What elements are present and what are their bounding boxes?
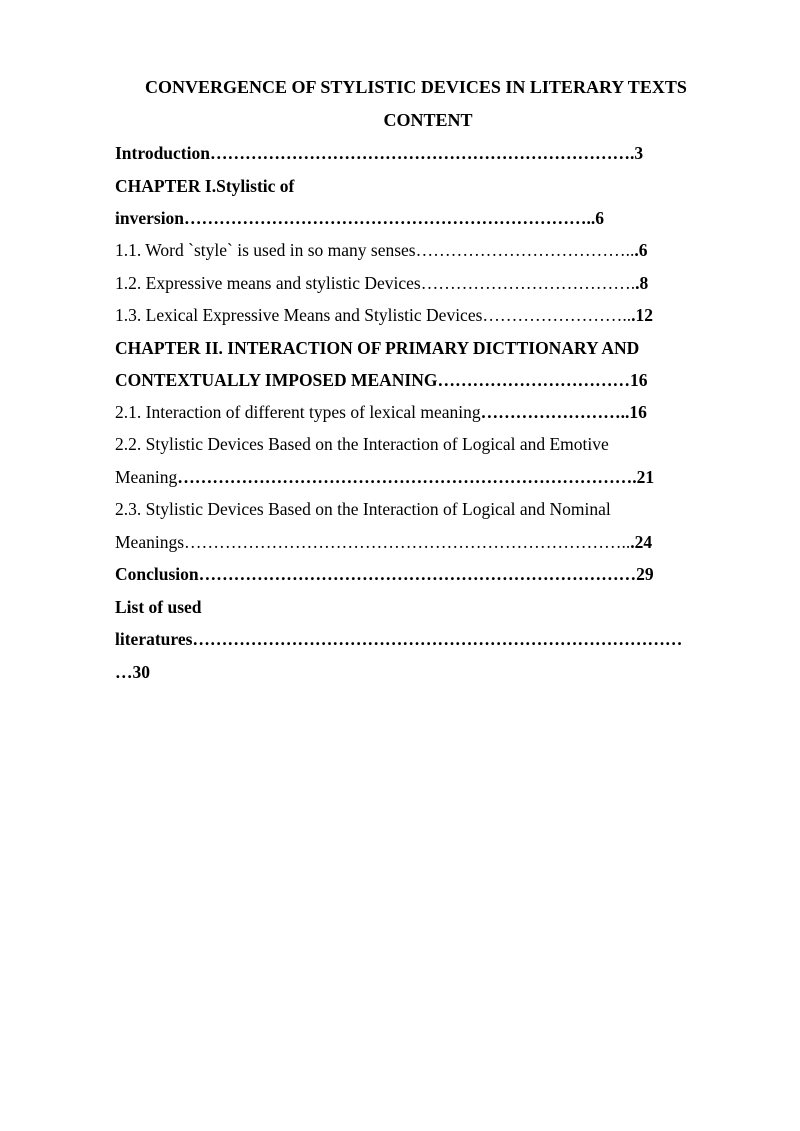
document-title: CONVERGENCE OF STYLISTIC DEVICES IN LITERARY TEXTS bbox=[145, 77, 687, 97]
toc-item-2-3-text: Meanings………………………………………………………………….. bbox=[115, 532, 631, 552]
toc-chapter1-line2: inversion……………………………………………………………..6 bbox=[115, 208, 605, 228]
toc-item-2-3-line2 bbox=[115, 531, 652, 553]
toc-conclusion: Conclusion…………………………………………………………………29 bbox=[115, 564, 654, 584]
toc-item-1-3-text: 1.3. Lexical Expressive Means and Stylistic Devices…………………….. bbox=[115, 305, 632, 325]
toc-item-1-2-text: 1.2. Expressive means and stylistic Devices………………………………. bbox=[115, 273, 636, 293]
toc-item-1-1-text: 1.1. Word `style` is used in so many senses……………………………….. bbox=[115, 240, 635, 260]
toc-list-line3: …30 bbox=[115, 662, 150, 682]
toc-item-2-3-page: .24 bbox=[630, 532, 653, 552]
toc-item-2-3-line1: 2.3. Stylistic Devices Based on the Interaction of Logical and Nominal bbox=[115, 499, 611, 519]
toc-list-line1: List of used bbox=[115, 597, 202, 617]
toc-item-2-2-page: …………………………………………………………………….21 bbox=[177, 467, 655, 487]
content-heading: CONTENT bbox=[383, 110, 473, 130]
toc-chapter2-line2: CONTEXTUALLY IMPOSED MEANING……………………………16 bbox=[115, 370, 648, 390]
toc-item-1-2-page: .8 bbox=[635, 273, 649, 293]
toc-chapter1-line1: CHAPTER I.Stylistic of bbox=[115, 176, 295, 196]
toc-item-1-3-page: .12 bbox=[631, 305, 654, 325]
toc-item-1-3 bbox=[115, 304, 653, 326]
toc-introduction: Introduction……………………………………………………………….3 bbox=[115, 143, 644, 163]
toc-item-2-1-page: ……………………..16 bbox=[480, 402, 647, 422]
toc-item-2-2-line1: 2.2. Stylistic Devices Based on the Interaction of Logical and Emotive bbox=[115, 434, 609, 454]
toc-item-2-2-line2 bbox=[115, 466, 654, 488]
toc-item-1-2 bbox=[115, 272, 648, 294]
toc-list-line2: literatures………………………………………………………………………… bbox=[115, 629, 683, 649]
toc-item-2-2-text: Meaning bbox=[115, 467, 178, 487]
toc-item-1-1 bbox=[115, 239, 647, 261]
toc-chapter2-line1: CHAPTER II. INTERACTION OF PRIMARY DICTTIONARY AND bbox=[115, 338, 640, 358]
toc-item-2-1-text: 2.1. Interaction of different types of lexical meaning bbox=[115, 402, 481, 422]
toc-item-2-1 bbox=[115, 401, 647, 423]
toc-item-1-1-page: .6 bbox=[634, 240, 648, 260]
